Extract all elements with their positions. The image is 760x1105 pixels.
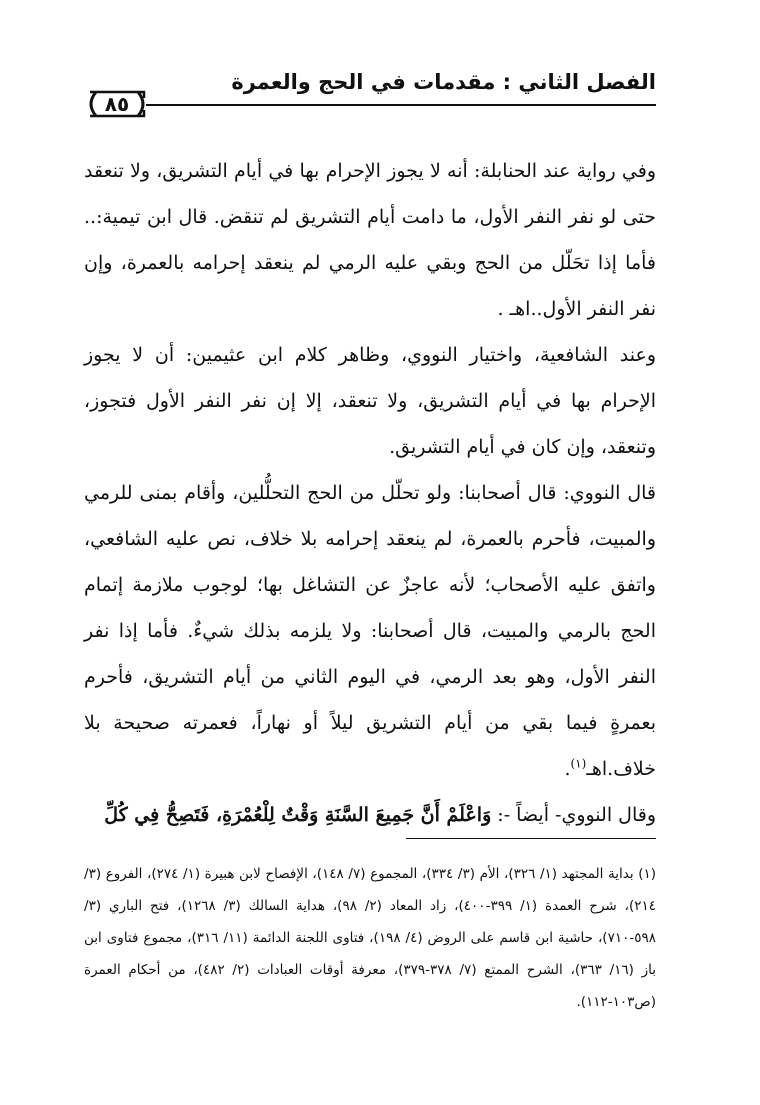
nawawi-quote-end: .: [564, 758, 571, 780]
nawawi-quote-text: قال النووي: قال أصحابنا: ولو تحلّل من الحج التحلُّلين، وأقام بمنى للرمي والمبيت، فأحرم بالعمرة، لم ينعقد إحرامه بلا خلاف، نص عليه الشافعي، واتفق عليه الأصحاب؛ لأنه عاجزٌ عن التشاغل بها؛ لوجوب ملازمة إتمام الحج بالرمي والمبيت، قال أصحابنا: ولا يلزمه بذلك شيءٌ. فأما إذا نفر النفر الأول، وهو بعد الرمي، في اليوم الثاني من أيام التشريق، فأحرم بعمرةٍ فيما بقي من أيام التشريق ليلاً أو نهاراً، فعمرته صحيحة بلا خلاف.اهـ: [84, 482, 656, 780]
nawawi-again-quote: وَاعْلَمْ أَنَّ جَمِيعَ السَّنَةِ وَقْتٌ لِلْعُمْرَةِ، فَتَصِحُّ فِي كُلِّ: [104, 804, 492, 826]
page-number-frame: [84, 88, 150, 120]
header-rule: [146, 104, 656, 106]
footnote-separator: [406, 838, 656, 839]
footnote-reference[interactable]: (١): [570, 756, 587, 771]
paragraph-nawawi-again: [84, 792, 656, 838]
paragraph-nawawi-quote: [84, 470, 656, 792]
page-number: ٨٥: [104, 92, 130, 116]
footnotes: [84, 858, 656, 1018]
paragraph-shafiiya: وعند الشافعية، واختيار النووي، وظاهر كلام ابن عثيمين: أن لا يجوز الإحرام بها في أيام التشريق، ولا تنعقد، إلا إن نفر النفر الأول فتجوز، وتنعقد، وإن كان في أيام التشريق.: [84, 344, 656, 458]
chapter-title: الفصل الثاني : مقدمات في الحج والعمرة: [231, 70, 656, 94]
paragraph-hanabila: وفي رواية عند الحنابلة: أنه لا يجوز الإحرام بها في أيام التشريق، ولا تنعقد حتى لو نفر النفر الأول، ما دامت أيام التشريق لم تنقض. قال ابن تيمية:.. فأما إذا تحَلّل من الحج وبقي عليه الرمي لم ينعقد إحرامه بالعمرة، وإن نفر النفر الأول..اهـ .: [84, 160, 656, 320]
nawawi-again-lead: وقال النووي- أيضاً -:: [491, 804, 656, 826]
footnote-1: (١) بداية المجتهد (١/ ٣٢٦)، الأم (٣/ ٣٣٤)، المجموع (٧/ ١٤٨)، الإفصاح لابن هبيرة (١/ ٢٧٤)، الفروع (٣/ ٢١٤)، شرح العمدة (١/ ٣٩٩-٤٠٠)، زاد المعاد (٢/ ٩٨)، هداية السالك (٣/ ١٢٦٨)، فتح الباري (٣/ ٥٩٨-٧١٠)، حاشية ابن قاسم على الروض (٤/ ١٩٨)، فتاوى اللجنة الدائمة (١١/ ٣١٦)، مجموع فتاوى ابن باز (١٦/ ٣٦٣)، الشرح الممتع (٧/ ٣٧٨-٣٧٩)، معرفة أوقات العبادات (٢/ ٤٨٢)، من أحكام العمرة (ص١٠٣-١١٢).: [84, 866, 657, 1010]
main-text: [84, 148, 656, 838]
page-header: [84, 64, 656, 120]
